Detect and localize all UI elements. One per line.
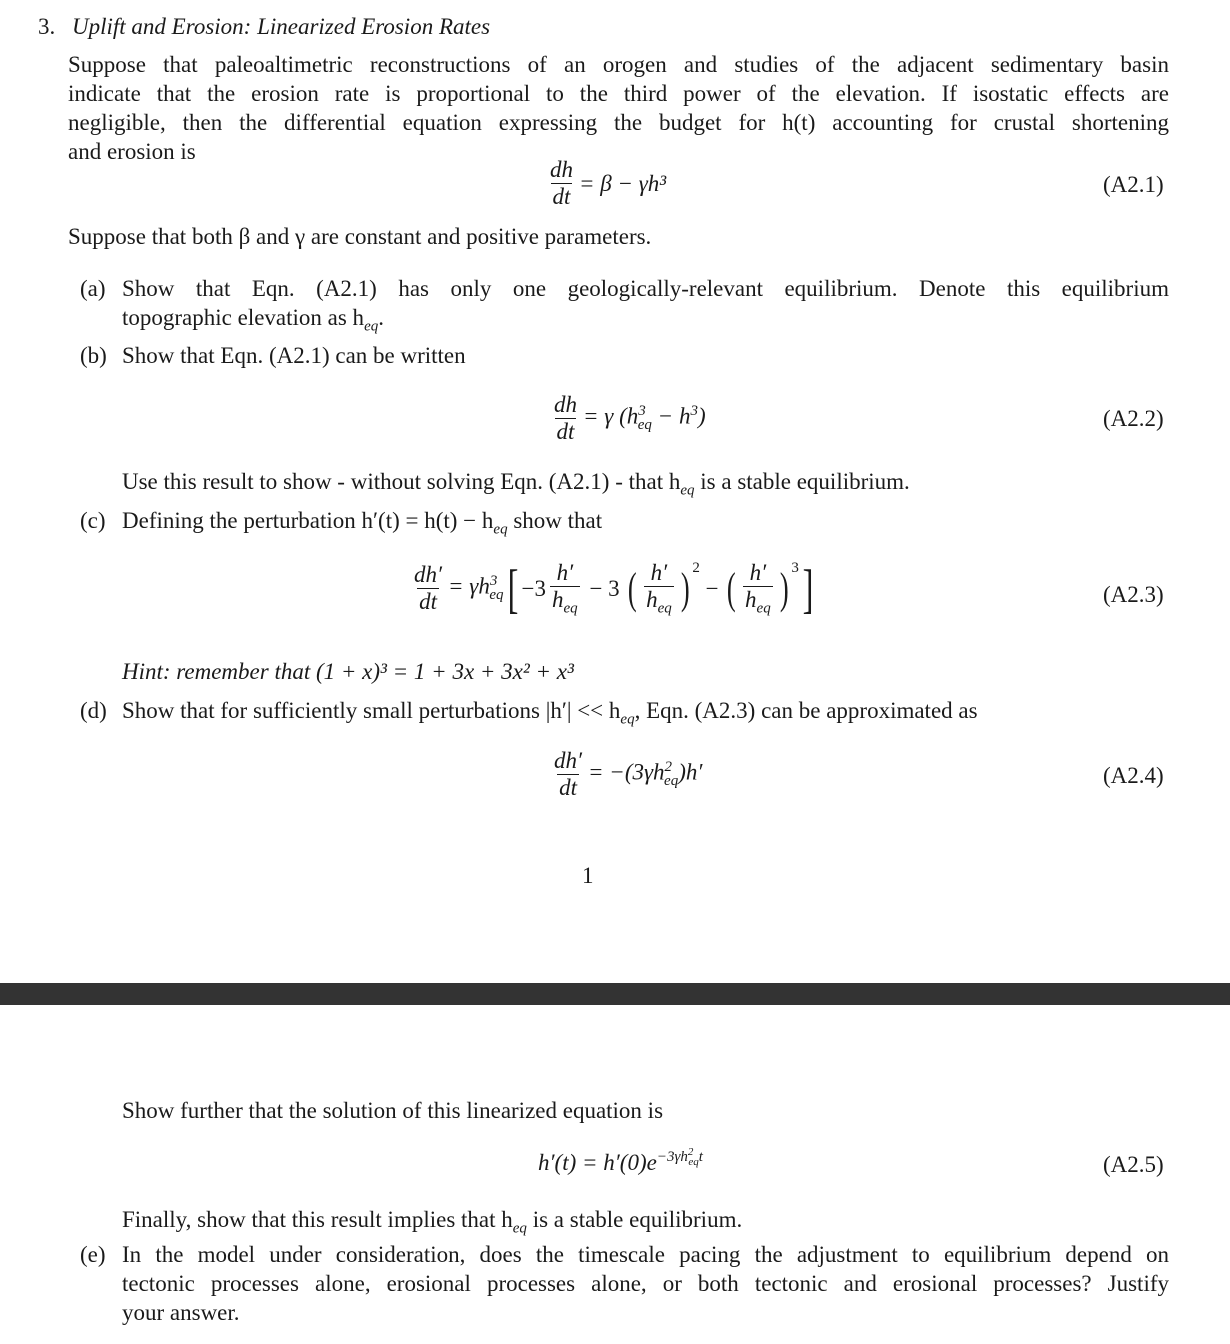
part-d-marker: (d)	[80, 698, 107, 723]
intro-line: negligible, then the differential equation expressing the budget for h(t) accounting for crustal shortening	[68, 110, 1169, 135]
intro-line: Suppose that paleoaltimetric reconstructions of an orogen and studies of the adjacent sedimentary basin	[68, 52, 1169, 77]
params-sentence: Suppose that both β and γ are constant and positive parameters.	[68, 224, 652, 249]
equation-a23: $\frac{dh'}{dt}$ = $\gamma h^3_{eq}$ [ −3 $\frac{h'}{h_{eq}}$ − 3 ( $\frac{h'}{h_{eq}}$ ) $^2$ − ( $\frac{h'}{h_{eq}}$ ) $^3$ ]	[414, 558, 814, 619]
equation-label-a22: (A2.2)	[1103, 406, 1164, 431]
equation-a22: $\frac{dh}{dt}$ = γ $(h^3_{eq} - h^3)$	[554, 392, 706, 444]
part-d-text: Show that for sufficiently small perturbations $|h'| << h_{eq}$, Eqn. (A2.3) can be approximated as	[122, 698, 978, 728]
page-separator	[0, 983, 1230, 1005]
intro-line: indicate that the erosion rate is proportional to the third power of the elevation. If isostatic effects are	[68, 81, 1169, 106]
equation-a24: $\frac{dh'}{dt}$ = $-(3\gamma h^2_{eq})h'$	[554, 748, 703, 800]
part-e-marker: (e)	[80, 1242, 106, 1267]
equation-a21-rhs: = β − γh³	[579, 170, 667, 196]
part-c-text: Defining the perturbation $h'(t) = h(t) - h_{eq}$ show that	[122, 508, 603, 538]
equation-a25: h′(t) = h′(0)e $^{-3\gamma h^2_{eq} t}$	[538, 1146, 703, 1175]
part-c-hint: Hint: remember that (1 + x)³ = 1 + 3x + 3x² + x³	[122, 659, 574, 684]
equation-a21: $\frac{dh}{dt}$ = β − γh³	[550, 157, 667, 209]
section-title: Uplift and Erosion: Linearized Erosion Rates	[72, 14, 491, 39]
intro-paragraph	[68, 50, 1169, 166]
part-a-text: Show that Eqn. (A2.1) has only one geologically-relevant equilibrium. Denote this equilibrium topographic elevation as $h_{eq}$.	[122, 276, 1169, 335]
page-number: 1	[582, 863, 594, 888]
equation-label-a21: (A2.1)	[1103, 172, 1164, 197]
equation-label-a23: (A2.3)	[1103, 582, 1164, 607]
part-e-text: In the model under consideration, does the timescale pacing the adjustment to equilibrium depend on tectonic processes alone, erosional processes alone, or both tectonic and erosional processes? Justify your answer.	[122, 1242, 1169, 1325]
part-d-further: Show further that the solution of this linearized equation is	[122, 1098, 664, 1123]
part-a-marker: (a)	[80, 276, 106, 301]
intro-line: and erosion is	[68, 139, 196, 164]
part-c-marker: (c)	[80, 508, 106, 533]
part-b-text: Show that Eqn. (A2.1) can be written	[122, 343, 466, 368]
part-b-followup: Use this result to show - without solving Eqn. (A2.1) - that $h_{eq}$ is a stable equilibrium.	[122, 469, 910, 499]
equation-label-a24: (A2.4)	[1103, 763, 1164, 788]
equation-label-a25: (A2.5)	[1103, 1152, 1164, 1177]
part-b-marker: (b)	[80, 343, 107, 368]
part-d-finally: Finally, show that this result implies that $h_{eq}$ is a stable equilibrium.	[122, 1207, 743, 1237]
section-number: 3.	[38, 14, 56, 39]
